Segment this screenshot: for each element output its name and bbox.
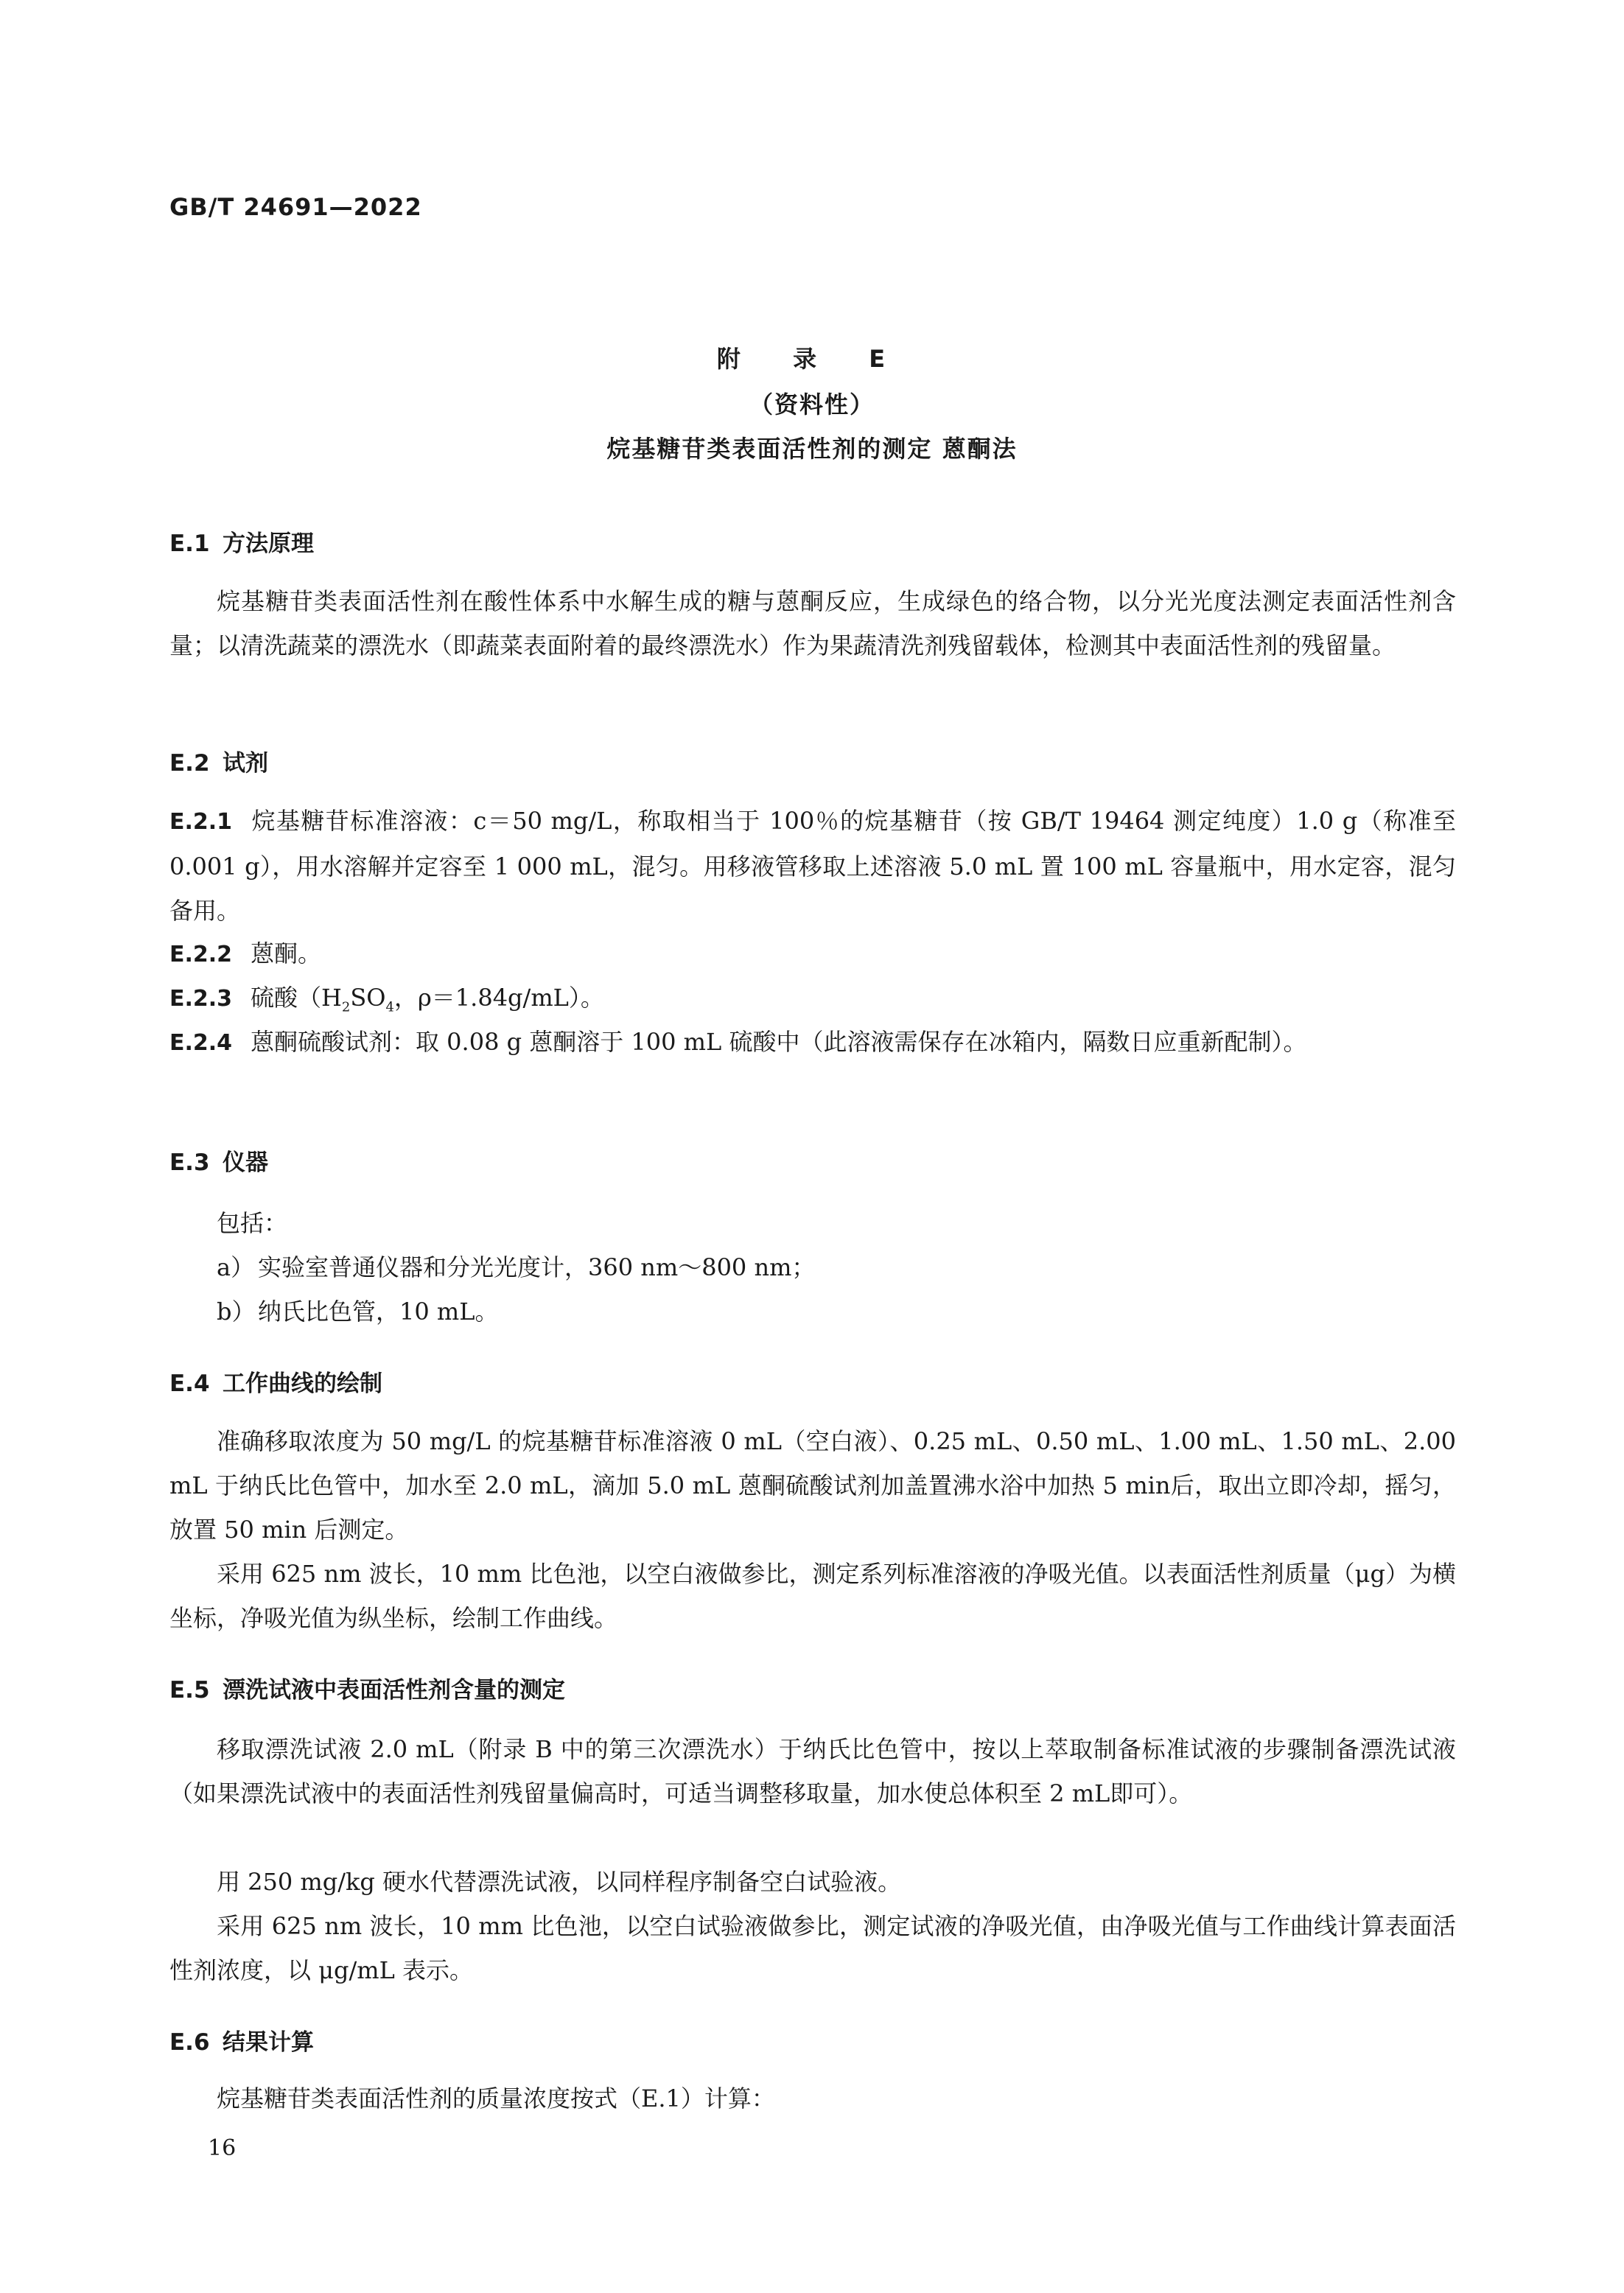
section-title: 试剂 (223, 750, 268, 777)
section-number: E.1 (169, 531, 210, 557)
clause-e2-1 (169, 799, 1456, 933)
e5-paragraph-2: 用 250 mg/kg 硬水代替漂洗试液，以同样程序制备空白试验液。 (217, 1868, 902, 1896)
section-number: E.5 (169, 1677, 210, 1704)
e4-paragraph-1: 准确移取浓度为 50 mg/L 的烷基糖苷标准溶液 0 mL（空白液）、0.25 mL、0.50 mL、1.00 mL、1.50 mL、2.00 mL 于纳氏比色管中，加水至 2.0 mL，滴加 5.0 mL 蒽酮硫酸试剂加盖置沸水浴中加热 5 min后，取出立即冷却，摇匀，放置 50 min 后测定。 (169, 1427, 1456, 1544)
section-title: 工作曲线的绘制 (223, 1370, 382, 1397)
clause-text: 蒽酮。 (251, 939, 322, 967)
section-heading-e2 (169, 744, 268, 777)
section-heading-e5 (169, 1671, 565, 1704)
section-number: E.4 (169, 1370, 210, 1397)
clause-text: 烷基糖苷标准溶液：c＝50 mg/L，称取相当于 100％的烷基糖苷（按 GB/T 19464 测定纯度）1.0 g（称准至 0.001 g），用水溶解并定容至 1 000 mL，混匀。用移液管移取上述溶液 5.0 mL 置 100 mL 容量瓶中，用水定容，混匀备用。 (169, 807, 1456, 925)
section-number: E.3 (169, 1149, 210, 1176)
section-number: E.6 (169, 2029, 210, 2056)
appendix-name: 烷基糖苷类表面活性剂的测定 蒽酮法 (606, 435, 1018, 463)
list-text: 实验室普通仪器和分光光度计，360 nm～800 nm； (258, 1253, 816, 1281)
clause-text: 硫酸（$H_2SO_4$，ρ＝1.84g/mL）。 (251, 984, 604, 1015)
clause-number: E.2.3 (169, 986, 233, 1012)
clause-number: E.2.4 (169, 1030, 233, 1056)
clause-number: E.2.1 (169, 809, 233, 835)
standard-code: GB/T 24691—2022 (169, 193, 422, 221)
clause-e2-2 (169, 931, 1456, 977)
list-text: 纳氏比色管，10 mL。 (258, 1298, 499, 1326)
section-heading-e1 (169, 525, 314, 558)
list-label: b） (217, 1298, 256, 1326)
page-number: 16 (208, 2135, 237, 2161)
e5-paragraph-1: 移取漂洗试液 2.0 mL（附录 B 中的第三次漂洗水）于纳氏比色管中，按以上萃取制备标准试液的步骤制备漂洗试液（如果漂洗试液中的表面活性剂残留量偏高时，可适当调整移取量，加水使总体积至 2 mL即可）。 (169, 1735, 1456, 1807)
section-title: 仪器 (223, 1149, 268, 1176)
section-title: 漂洗试液中表面活性剂含量的测定 (223, 1677, 565, 1704)
appendix-title: 附 录 E (716, 345, 908, 373)
section-heading-e4 (169, 1365, 382, 1398)
list-label: a） (217, 1253, 255, 1281)
e6-paragraph: 烷基糖苷类表面活性剂的质量浓度按式（E.1）计算： (217, 2084, 775, 2112)
section-heading-e6 (169, 2023, 314, 2056)
section-title: 方法原理 (223, 531, 314, 557)
section-title: 结果计算 (223, 2029, 314, 2056)
clause-text: 蒽酮硫酸试剂：取 0.08 g 蒽酮溶于 100 mL 硫酸中（此溶液需保存在冰箱内，隔数日应重新配制）。 (251, 1028, 1307, 1056)
clause-e2-4 (169, 1020, 1456, 1065)
e5-paragraph-3: 采用 625 nm 波长，10 mm 比色池，以空白试验液做参比，测定试液的净吸光值，由净吸光值与工作曲线计算表面活性剂浓度，以 μg/mL 表示。 (169, 1912, 1456, 1984)
section-heading-e3 (169, 1144, 268, 1177)
clause-number: E.2.2 (169, 942, 233, 967)
appendix-nature: （资料性） (749, 391, 875, 419)
section-number: E.2 (169, 750, 210, 777)
e3-intro: 包括： (217, 1209, 288, 1237)
e4-paragraph-2: 采用 625 nm 波长，10 mm 比色池，以空白液做参比，测定系列标准溶液的净吸光值。以表面活性剂质量（μg）为横坐标，净吸光值为纵坐标，绘制工作曲线。 (169, 1560, 1456, 1632)
list-item (217, 1245, 1455, 1289)
list-item (217, 1289, 1455, 1334)
e1-paragraph: 烷基糖苷类表面活性剂在酸性体系中水解生成的糖与蒽酮反应，生成绿色的络合物，以分光光度法测定表面活性剂含量；以清洗蔬菜的漂洗水（即蔬菜表面附着的最终漂洗水）作为果蔬清洗剂残留载体，检测其中表面活性剂的残留量。 (169, 587, 1456, 659)
